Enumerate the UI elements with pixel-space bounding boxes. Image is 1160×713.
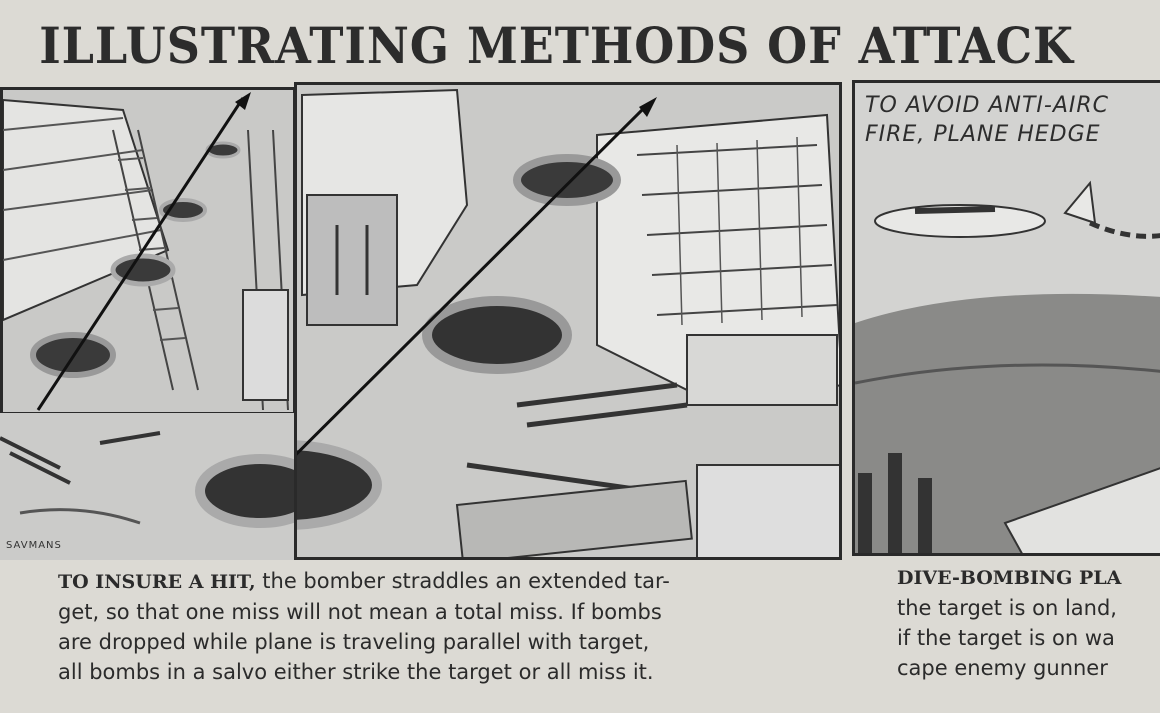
panel-caption-line: FIRE, PLANE HEDGE: [865, 122, 1101, 147]
caption-line: get, so that one miss will not mean a total miss. If bombs: [58, 600, 662, 624]
panel-caption: [865, 91, 1109, 149]
caption-line: [58, 566, 670, 597]
caption-line: all bombs in a salvo either strike the target or all miss it.: [58, 660, 654, 684]
page-title: ILLUSTRATING METHODS OF ATTACK: [39, 16, 1074, 75]
panel-bombed-buildings: [294, 82, 842, 560]
rail-yard-illustration: [3, 90, 296, 415]
hedge-hopping-illustration: [855, 83, 1160, 556]
caption-lead: TO INSURE A HIT,: [58, 571, 256, 593]
panel-hedge-hopping: [852, 80, 1160, 556]
wreckage-illustration: [0, 413, 298, 560]
caption-line: [897, 562, 1121, 593]
caption-dive-bombing: [897, 562, 1121, 683]
bombed-buildings-illustration: [297, 85, 842, 560]
caption-line: are dropped while plane is traveling parallel with target,: [58, 630, 650, 654]
caption-line: cape enemy gunner: [897, 656, 1108, 680]
artist-signature: SAVMANS: [6, 540, 62, 551]
panel-wreckage-strip: [0, 413, 298, 560]
caption-lead: DIVE-BOMBING PLA: [897, 567, 1122, 589]
panel-rail-yard: [0, 87, 296, 415]
panel-caption-line: TO AVOID ANTI-AIRC: [865, 93, 1110, 118]
caption-line: the target is on land,: [897, 596, 1117, 620]
caption-straddle: [58, 566, 670, 687]
caption-text: the bomber straddles an extended tar-: [255, 569, 670, 593]
caption-line: if the target is on wa: [897, 626, 1115, 650]
